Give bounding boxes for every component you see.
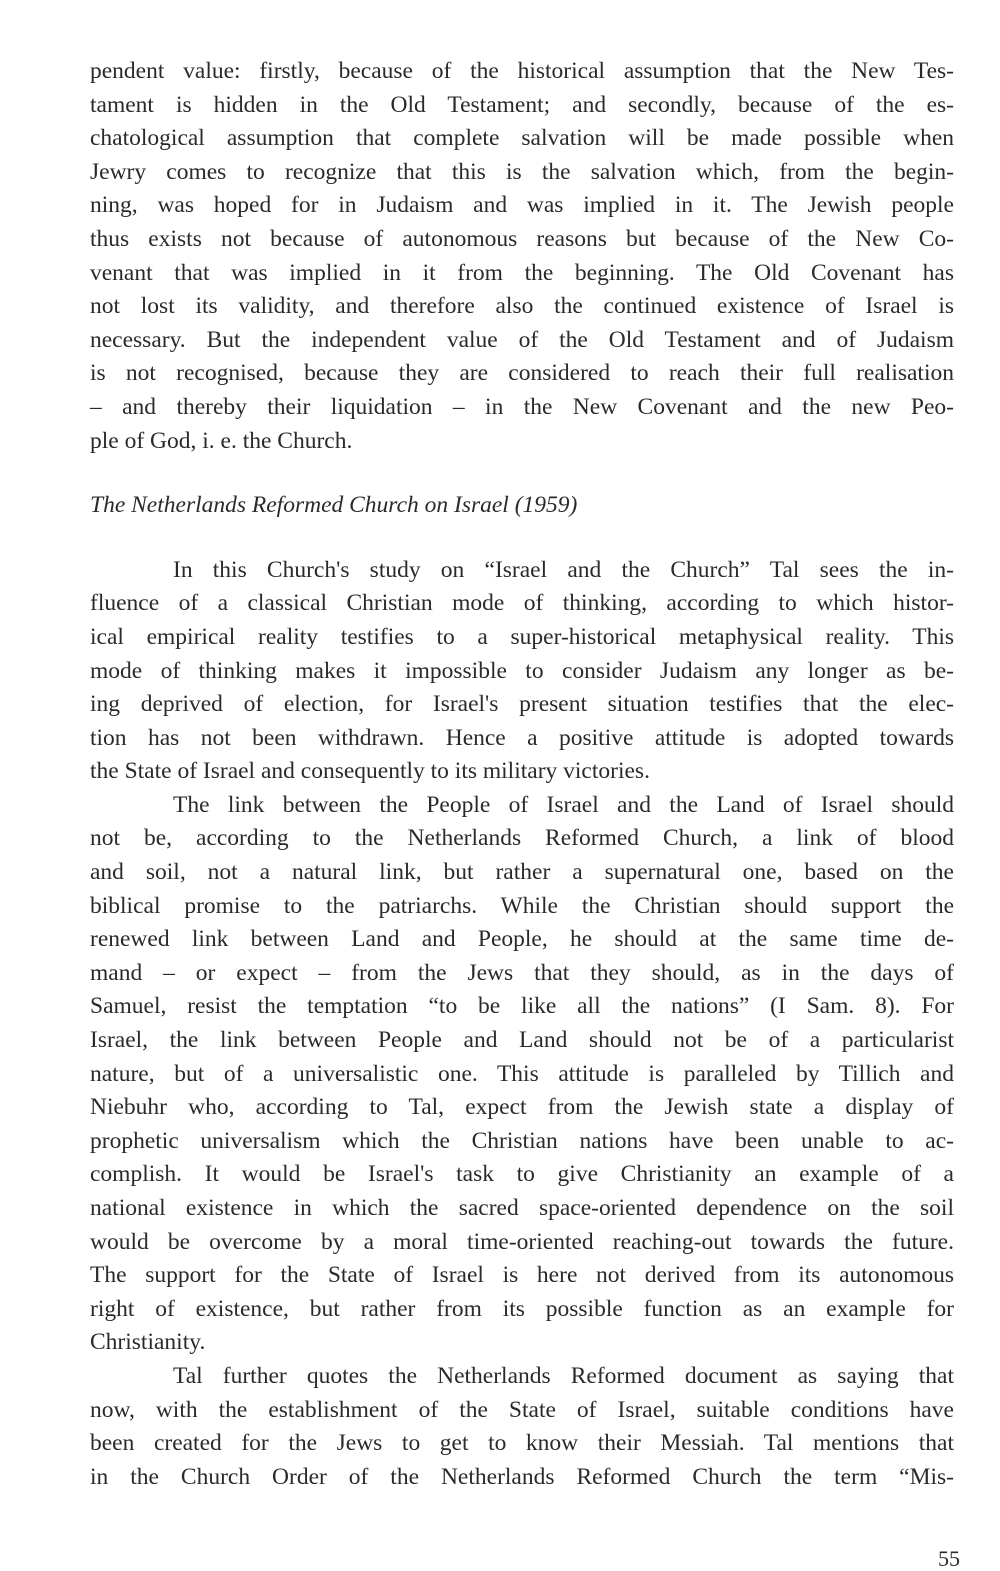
- text-line: national existence in which the sacred space-oriented dependence on the soil: [90, 1195, 954, 1221]
- page-number: 55: [938, 1546, 960, 1571]
- text-line: right of existence, but rather from its possible function as an example for: [90, 1295, 954, 1322]
- text-line: Tal further quotes the Netherlands Reformed document as saying that: [173, 1362, 954, 1389]
- text-line: in the Church Order of the Netherlands Reformed Church the term “Mis-: [90, 1463, 954, 1490]
- text-line: not be, according to the Netherlands Reformed Church, a link of blood: [90, 825, 954, 852]
- text-line: mand – or expect – from the Jews that they should, as in the days of: [90, 959, 954, 986]
- text-line: prophetic universalism which the Christian nations have been unable to ac-: [90, 1127, 954, 1154]
- paragraph: [90, 789, 954, 1360]
- text-line: ple of God, i. e. the Church.: [90, 427, 353, 454]
- text-line: Samuel, resist the temptation “to be like all the nations” (I Sam. 8). For: [90, 993, 954, 1020]
- text-line: tion has not been withdrawn. Hence a positive attitude is adopted towards: [90, 724, 954, 751]
- text-line: nature, but of a universalistic one. This attitude is paralleled by Tillich and: [90, 1060, 954, 1087]
- text-line: venant that was implied in it from the beginning. The Old Covenant has: [90, 259, 954, 286]
- text-line: not lost its validity, and therefore also the continued existence of Israel is: [90, 293, 954, 320]
- text-line: the State of Israel and consequently to its military victories.: [90, 758, 650, 785]
- paragraph: [90, 55, 954, 458]
- text-line: ical empirical reality testifies to a super-historical metaphysical reality. This: [90, 623, 954, 650]
- text-line: The link between the People of Israel and the Land of Israel should: [173, 791, 954, 818]
- section-heading: The Netherlands Reformed Church on Israel (1959): [90, 492, 578, 519]
- text-line: been created for the Jews to get to know their Messiah. Tal mentions that: [90, 1430, 954, 1457]
- text-line: renewed link between Land and People, he should at the same time de-: [90, 926, 954, 953]
- text-line: thus exists not because of autonomous reasons but because of the New Co-: [90, 225, 954, 252]
- page-body: [90, 55, 954, 1494]
- text-line: would be overcome by a moral time-oriented reaching-out towards the future.: [90, 1228, 954, 1255]
- text-line: is not recognised, because they are considered to reach their full realisation: [90, 360, 954, 387]
- text-line: biblical promise to the patriarchs. While the Christian should support the: [90, 892, 954, 919]
- text-line: now, with the establishment of the State of Israel, suitable conditions have: [90, 1396, 954, 1423]
- text-line: – and thereby their liquidation – in the New Covenant and the new Peo-: [90, 393, 954, 420]
- text-line: Christianity.: [90, 1329, 206, 1356]
- text-line: ning, was hoped for in Judaism and was implied in it. The Jewish people: [90, 192, 954, 219]
- text-line: pendent value: firstly, because of the historical assumption that the New Tes-: [90, 58, 954, 84]
- text-line: necessary. But the independent value of the Old Testament and of Judaism: [90, 326, 954, 353]
- text-line: tament is hidden in the Old Testament; and secondly, because of the es-: [90, 91, 954, 118]
- text-line: ing deprived of election, for Israel's present situation testifies that the elec-: [90, 691, 954, 718]
- text-line: Jewry comes to recognize that this is the salvation which, from the begin-: [90, 158, 954, 185]
- paragraph: [90, 1360, 954, 1494]
- text-line: complish. It would be Israel's task to give Christianity an example of a: [90, 1161, 954, 1188]
- text-line: Israel, the link between People and Land should not be of a particularist: [90, 1027, 954, 1054]
- text-line: and soil, not a natural link, but rather a supernatural one, based on the: [90, 859, 954, 886]
- paragraph: [90, 554, 954, 789]
- text-line: fluence of a classical Christian mode of thinking, according to which histor-: [90, 590, 954, 617]
- text-line: chatological assumption that complete salvation will be made possible when: [90, 125, 954, 152]
- text-line: In this Church's study on “Israel and the Church” Tal sees the in-: [173, 556, 954, 583]
- text-line: The support for the State of Israel is here not derived from its autonomous: [90, 1262, 954, 1289]
- text-line: mode of thinking makes it impossible to consider Judaism any longer as be-: [90, 657, 954, 684]
- text-line: Niebuhr who, according to Tal, expect from the Jewish state a display of: [90, 1094, 954, 1121]
